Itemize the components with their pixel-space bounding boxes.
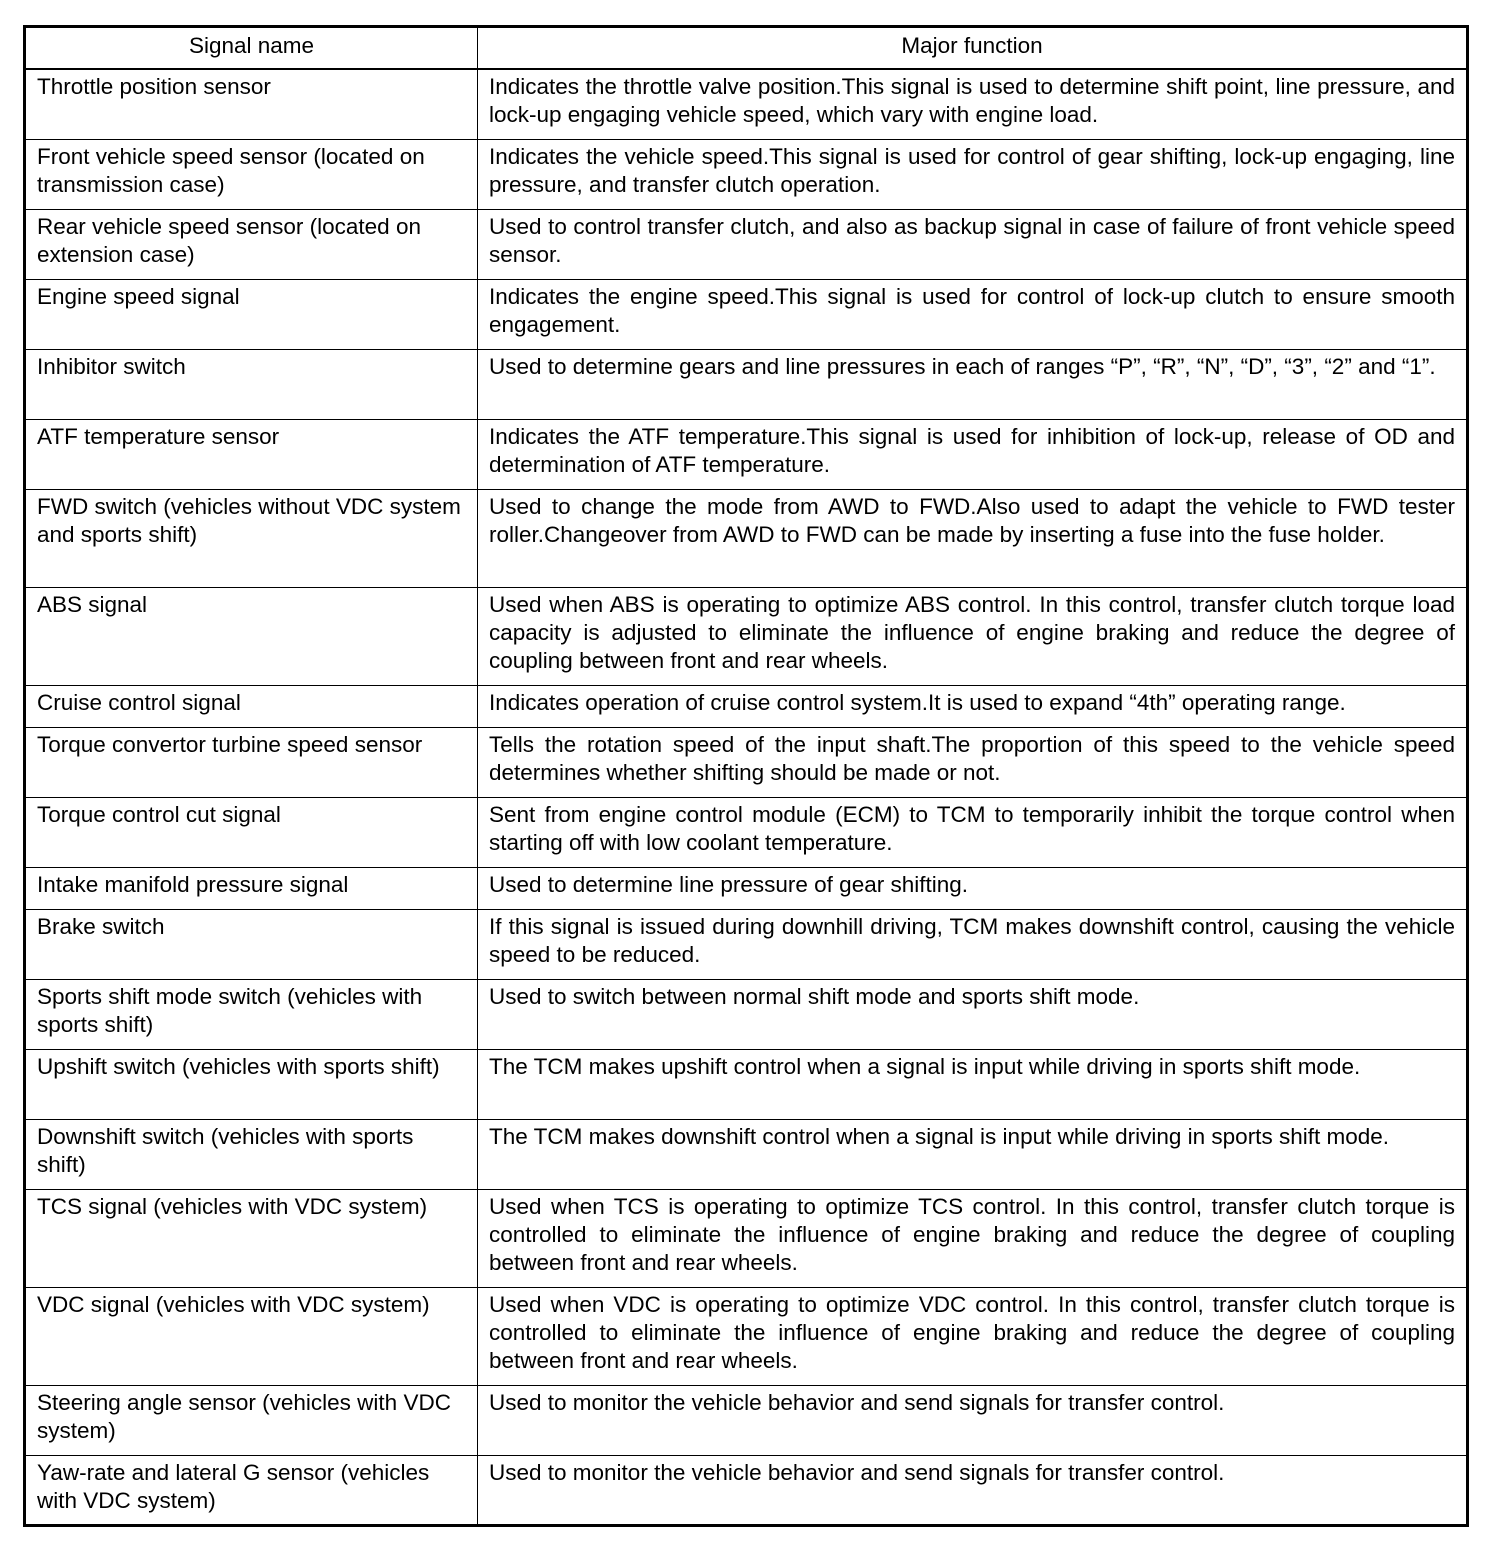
table-row: [25, 587, 1468, 685]
signal-name-cell: Torque control cut signal: [25, 797, 478, 867]
major-function-cell: Used to determine line pressure of gear shifting.: [478, 867, 1468, 909]
major-function-cell: Used to change the mode from AWD to FWD.Also used to adapt the vehicle to FWD tester roller.Changeover from AWD to FWD can be made by inserting a fuse into the fuse holder.: [478, 489, 1468, 587]
major-function-cell: Used to determine gears and line pressures in each of ranges “P”, “R”, “N”, “D”, “3”, “2” and “1”.: [478, 349, 1468, 419]
major-function-cell: Indicates the vehicle speed.This signal is used for control of gear shifting, lock-up engaging, line pressure, and transfer clutch operation.: [478, 139, 1468, 209]
signal-name-cell: Rear vehicle speed sensor (located on extension case): [25, 209, 478, 279]
major-function-cell: If this signal is issued during downhill driving, TCM makes downshift control, causing the vehicle speed to be reduced.: [478, 909, 1468, 979]
major-function-cell: Used to control transfer clutch, and also as backup signal in case of failure of front vehicle speed sensor.: [478, 209, 1468, 279]
major-function-cell: Used when ABS is operating to optimize ABS control. In this control, transfer clutch torque load capacity is adjusted to eliminate the influence of engine braking and reduce the degree of coupling between front and rear wheels.: [478, 587, 1468, 685]
table-row: [25, 979, 1468, 1049]
table-row: [25, 279, 1468, 349]
signal-name-cell: Engine speed signal: [25, 279, 478, 349]
table-row: [25, 1049, 1468, 1119]
signal-name-cell: Upshift switch (vehicles with sports shift): [25, 1049, 478, 1119]
table-row: [25, 1119, 1468, 1189]
signal-name-cell: Steering angle sensor (vehicles with VDC system): [25, 1385, 478, 1455]
signal-name-cell: ABS signal: [25, 587, 478, 685]
table-row: [25, 727, 1468, 797]
table-header-row: [25, 27, 1468, 70]
major-function-cell: Used to switch between normal shift mode and sports shift mode.: [478, 979, 1468, 1049]
major-function-cell: Used to monitor the vehicle behavior and send signals for transfer control.: [478, 1385, 1468, 1455]
major-function-cell: Indicates operation of cruise control system.It is used to expand “4th” operating range.: [478, 685, 1468, 727]
header-major-function: Major function: [478, 27, 1468, 70]
signal-name-cell: TCS signal (vehicles with VDC system): [25, 1189, 478, 1287]
table-row: [25, 139, 1468, 209]
major-function-cell: Used when TCS is operating to optimize TCS control. In this control, transfer clutch torque is controlled to eliminate the influence of engine braking and reduce the degree of coupling between front and rear wheels.: [478, 1189, 1468, 1287]
table-row: [25, 419, 1468, 489]
major-function-cell: Sent from engine control module (ECM) to TCM to temporarily inhibit the torque control when starting off with low coolant temperature.: [478, 797, 1468, 867]
table-row: [25, 909, 1468, 979]
signal-name-cell: Yaw-rate and lateral G sensor (vehicles with VDC system): [25, 1455, 478, 1525]
signal-name-cell: Brake switch: [25, 909, 478, 979]
table-row: [25, 69, 1468, 139]
major-function-cell: Indicates the throttle valve position.This signal is used to determine shift point, line pressure, and lock-up engaging vehicle speed, which vary with engine load.: [478, 69, 1468, 139]
major-function-cell: Used to monitor the vehicle behavior and send signals for transfer control.: [478, 1455, 1468, 1525]
signal-name-cell: ATF temperature sensor: [25, 419, 478, 489]
signal-name-cell: Intake manifold pressure signal: [25, 867, 478, 909]
signal-name-cell: Sports shift mode switch (vehicles with sports shift): [25, 979, 478, 1049]
table-row: [25, 349, 1468, 419]
signal-name-cell: VDC signal (vehicles with VDC system): [25, 1287, 478, 1385]
signal-name-cell: Cruise control signal: [25, 685, 478, 727]
signal-name-cell: FWD switch (vehicles without VDC system and sports shift): [25, 489, 478, 587]
table-row: [25, 489, 1468, 587]
table-row: [25, 1287, 1468, 1385]
table-row: [25, 1455, 1468, 1525]
table-row: [25, 1385, 1468, 1455]
major-function-cell: Indicates the engine speed.This signal is used for control of lock-up clutch to ensure smooth engagement.: [478, 279, 1468, 349]
header-signal-name: Signal name: [25, 27, 478, 70]
table-row: [25, 867, 1468, 909]
signal-name-cell: Inhibitor switch: [25, 349, 478, 419]
major-function-cell: Tells the rotation speed of the input shaft.The proportion of this speed to the vehicle speed determines whether shifting should be made or not.: [478, 727, 1468, 797]
table-row: [25, 685, 1468, 727]
signal-name-cell: Throttle position sensor: [25, 69, 478, 139]
table-row: [25, 797, 1468, 867]
signal-name-cell: Torque convertor turbine speed sensor: [25, 727, 478, 797]
major-function-cell: Indicates the ATF temperature.This signal is used for inhibition of lock-up, release of OD and determination of ATF temperature.: [478, 419, 1468, 489]
table-row: [25, 1189, 1468, 1287]
major-function-cell: The TCM makes downshift control when a signal is input while driving in sports shift mode.: [478, 1119, 1468, 1189]
signal-name-cell: Downshift switch (vehicles with sports shift): [25, 1119, 478, 1189]
table-row: [25, 209, 1468, 279]
major-function-cell: Used when VDC is operating to optimize VDC control. In this control, transfer clutch torque is controlled to eliminate the influence of engine braking and reduce the degree of coupling between front and rear wheels.: [478, 1287, 1468, 1385]
signal-name-cell: Front vehicle speed sensor (located on transmission case): [25, 139, 478, 209]
major-function-cell: The TCM makes upshift control when a signal is input while driving in sports shift mode.: [478, 1049, 1468, 1119]
signal-function-table: [23, 25, 1469, 1527]
